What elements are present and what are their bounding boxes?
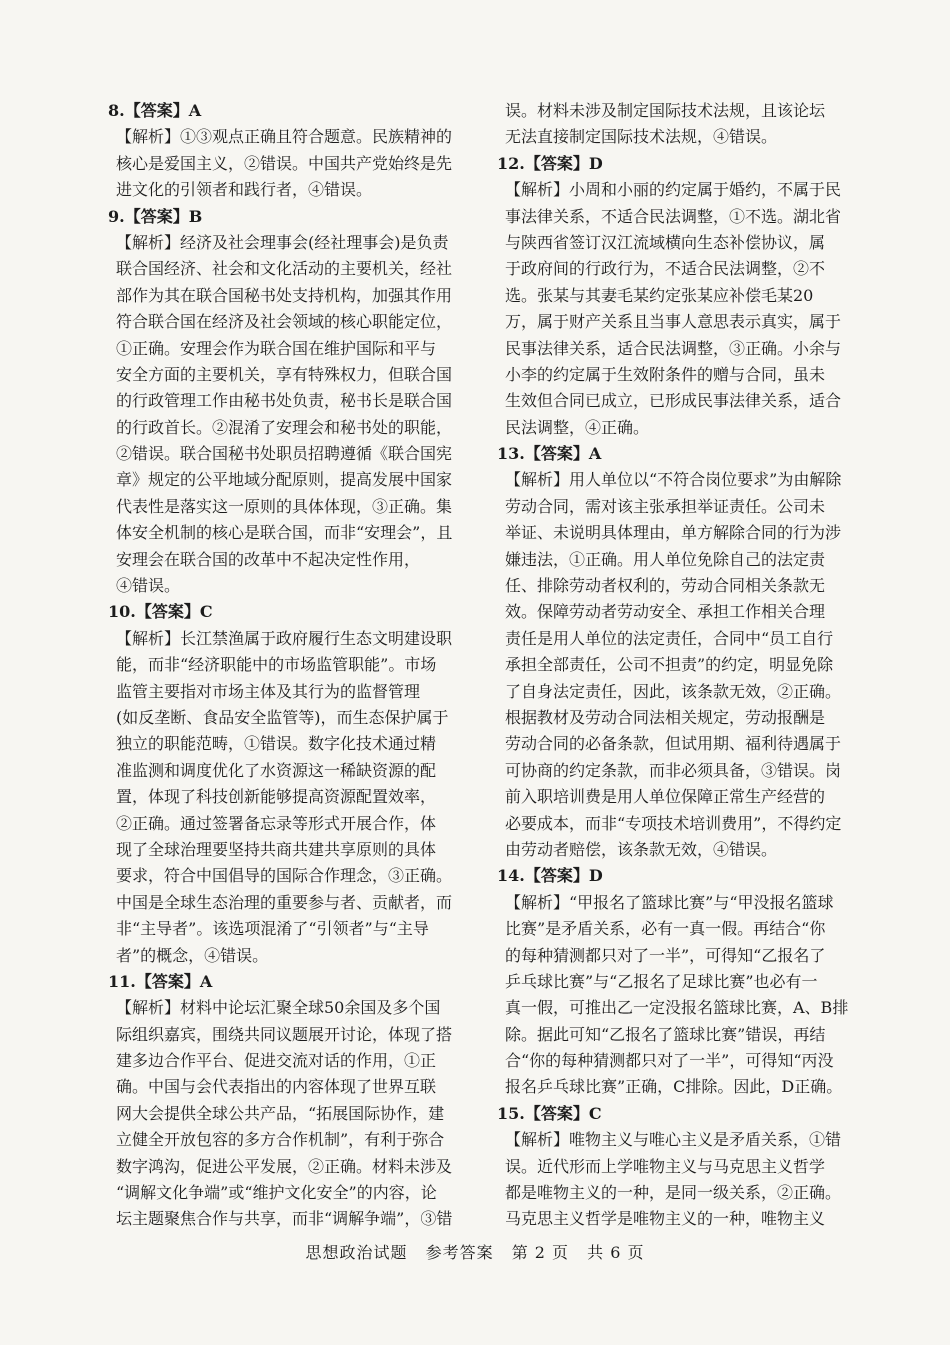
explanation-line: 【解析】用人单位以“不符合岗位要求”为由解除 [505, 470, 842, 490]
explanation-line: 能，而非“经济职能中的市场监管职能”。市场 [116, 655, 437, 675]
explanation-line: 的每种猜测都只对了一半”，可得知“乙报名了 [505, 945, 826, 965]
explanation-line: 确。中国与会代表指出的内容体现了世界互联 [116, 1077, 437, 1097]
explanation-line: 的行政首长。②混淆了安理会和秘书处的职能， [116, 417, 453, 437]
explanation-line: 【解析】小周和小丽的约定属于婚约，不属于民 [505, 180, 842, 200]
explanation-line: 选。张某与其妻毛某约定张某应补偿毛某20 [505, 285, 814, 305]
explanation-line: 民事法律关系，适合民法调整，③正确。小余与 [505, 338, 842, 358]
answer-heading: 11.【答案】A [108, 971, 213, 991]
explanation-line: 中国是全球生态治理的重要参与者、贡献者，而 [116, 892, 453, 912]
explanation-line: 【解析】“甲报名了篮球比赛”与“甲没报名篮球 [505, 892, 834, 912]
explanation-line: 者”的概念，④错误。 [116, 945, 269, 965]
explanation-line: 章》规定的公平地域分配原则，提高发展中国家 [116, 470, 453, 490]
explanation-line: 乒乓球比赛”与“乙报名了足球比赛”也必有一 [505, 971, 818, 991]
explanation-line: 嫌违法，①正确。用人单位免除自己的法定责 [505, 549, 826, 569]
explanation-line: 无法直接制定国际技术法规，④错误。 [505, 127, 778, 147]
explanation-line: 坛主题聚焦合作与共享，而非“调解争端”，③错 [116, 1209, 453, 1229]
explanation-line: 必要成本，而非“专项技术培训费用”，不得约定 [505, 813, 842, 833]
explanation-line: 除。据此可知“乙报名了篮球比赛”错误，再结 [505, 1024, 826, 1044]
explanation-line: 【解析】长江禁渔属于政府履行生态文明建设职 [116, 628, 453, 648]
explanation-line: 可协商的约定条款，而非必须具备，③错误。岗 [505, 760, 842, 780]
explanation-line: 建多边合作平台、促进交流对话的作用，①正 [116, 1051, 437, 1071]
explanation-line: 【解析】经济及社会理事会(经社理事会)是负责 [116, 232, 449, 252]
explanation-line: ②正确。通过签署备忘录等形式开展合作，体 [116, 813, 437, 833]
explanation-line: 责任是用人单位的法定责任，合同中“员工自行 [505, 628, 834, 648]
footer-subject: 思想政治试题 [305, 1243, 408, 1262]
footer-label: 参考答案 [425, 1243, 494, 1262]
explanation-line: 误。近代形而上学唯物主义与马克思主义哲学 [505, 1156, 826, 1176]
right-column [497, 98, 867, 1233]
explanation-line: (如反垄断、食品安全监管等)，而生态保护属于 [116, 707, 449, 727]
explanation-line: 安理会在联合国的改革中不起决定性作用， [116, 549, 421, 569]
answer-heading: 12.【答案】D [497, 153, 603, 173]
explanation-line: 非“主导者”。该选项混淆了“引领者”与“主导 [116, 919, 429, 939]
answer-heading: 15.【答案】C [497, 1103, 602, 1123]
explanation-line: 安全方面的主要机关，享有特殊权力，但联合国 [116, 364, 453, 384]
left-column [108, 98, 478, 1233]
explanation-line: 报名乒乓球比赛”正确，C排除。因此，D正确。 [505, 1077, 843, 1097]
answer-heading: 13.【答案】A [497, 444, 602, 464]
answer-heading: 10.【答案】C [108, 602, 213, 622]
explanation-line: 了自身法定责任，因此，该条款无效，②正确。 [505, 681, 842, 701]
explanation-line: 根据教材及劳动合同法相关规定，劳动报酬是 [505, 707, 826, 727]
explanation-line: 小李的约定属于生效附条件的赠与合同，虽未 [505, 364, 826, 384]
explanation-line: ④错误。 [116, 576, 181, 596]
explanation-line: 效。保障劳动者劳动安全、承担工作相关合理 [505, 602, 826, 622]
footer-total-pages: 共 6 页 [587, 1243, 645, 1262]
answer-heading: 9.【答案】B [108, 206, 203, 226]
explanation-line: 体安全机制的核心是联合国，而非“安理会”，且 [116, 523, 453, 543]
explanation-line: 于政府间的行政行为，不适合民法调整，②不 [505, 259, 826, 279]
explanation-line: “调解文化争端”或“维护文化安全”的内容，论 [116, 1183, 437, 1203]
explanation-line: 真一假，可推出乙一定没报名篮球比赛，A、B排 [505, 998, 849, 1018]
explanation-line: 进文化的引领者和践行者，④错误。 [116, 180, 373, 200]
answer-heading: 14.【答案】D [497, 866, 603, 886]
explanation-line: 独立的职能范畴，①错误。数字化技术通过精 [116, 734, 437, 754]
explanation-line: 代表性是落实这一原则的具体体现，③正确。集 [116, 496, 453, 516]
explanation-line: 生效但合同已成立，已形成民事法律关系，适合 [505, 391, 842, 411]
explanation-line: 前入职培训费是用人单位保障正常生产经营的 [505, 787, 826, 807]
explanation-line: 核心是爱国主义，②错误。中国共产党始终是先 [116, 153, 453, 173]
explanation-line: 联合国经济、社会和文化活动的主要机关，经社 [116, 259, 453, 279]
explanation-line: 都是唯物主义的一种，是同一级关系，②正确。 [505, 1183, 842, 1203]
explanation-line: 事法律关系，不适合民法调整，①不选。湖北省 [505, 206, 842, 226]
explanation-line: 马克思主义哲学是唯物主义的一种，唯物主义 [505, 1209, 826, 1229]
explanation-line: 立健全开放包容的多方合作机制”，有利于弥合 [116, 1130, 445, 1150]
page-footer [0, 1240, 950, 1263]
explanation-line: 际组织嘉宾，围绕共同议题展开讨论，体现了搭 [116, 1024, 453, 1044]
explanation-line: 监管主要指对市场主体及其行为的监督管理 [116, 681, 421, 701]
explanation-line: 准监测和调度优化了水资源这一稀缺资源的配 [116, 760, 437, 780]
explanation-line: 部作为其在联合国秘书处支持机构，加强其作用 [116, 285, 453, 305]
explanation-line: 劳动合同，需对该主张承担举证责任。公司未 [505, 496, 826, 516]
explanation-line: 【解析】材料中论坛汇聚全球50余国及多个国 [116, 998, 441, 1018]
explanation-line: 比赛”是矛盾关系，必有一真一假。再结合“你 [505, 919, 826, 939]
explanation-line: 劳动合同的必备条款，但试用期、福利待遇属于 [505, 734, 842, 754]
explanation-line: 承担全部责任，公司不担责”的约定，明显免除 [505, 655, 834, 675]
explanation-line: ②错误。联合国秘书处职员招聘遵循《联合国宪 [116, 444, 453, 464]
answer-heading: 8.【答案】A [108, 101, 202, 120]
footer-page-number: 第 2 页 [511, 1243, 570, 1262]
explanation-line: ①正确。安理会作为联合国在维护国际和平与 [116, 338, 437, 358]
explanation-line: 要求，符合中国倡导的国际合作理念，③正确。 [116, 866, 453, 886]
explanation-line: 【解析】唯物主义与唯心主义是矛盾关系，①错 [505, 1130, 842, 1150]
explanation-line: 现了全球治理要坚持共商共建共享原则的具体 [116, 839, 437, 859]
explanation-line: 置，体现了科技创新能够提高资源配置效率， [116, 787, 437, 807]
explanation-line: 符合联合国在经济及社会领域的核心职能定位， [116, 312, 453, 332]
explanation-line: 【解析】①③观点正确且符合题意。民族精神的 [116, 127, 453, 147]
explanation-line: 合“你的每种猜测都只对了一半”，可得知“丙没 [505, 1051, 834, 1071]
explanation-line: 的行政管理工作由秘书处负责，秘书长是联合国 [116, 391, 453, 411]
explanation-line: 民法调整，④正确。 [505, 417, 650, 437]
explanation-line: 网大会提供全球公共产品，“拓展国际协作，建 [116, 1103, 445, 1123]
explanation-line: 由劳动者赔偿，该条款无效，④错误。 [505, 839, 778, 859]
explanation-line: 举证、未说明具体理由，单方解除合同的行为涉 [505, 523, 842, 543]
explanation-line: 与陕西省签订汉江流域横向生态补偿协议，属 [505, 232, 826, 252]
explanation-line: 数字鸿沟，促进公平发展，②正确。材料未涉及 [116, 1156, 453, 1176]
explanation-line: 万，属于财产关系且当事人意思表示真实，属于 [505, 312, 842, 332]
explanation-line: 误。材料未涉及制定国际技术法规，且该论坛 [505, 101, 826, 120]
explanation-line: 任、排除劳动者权利的，劳动合同相关条款无 [505, 576, 826, 596]
